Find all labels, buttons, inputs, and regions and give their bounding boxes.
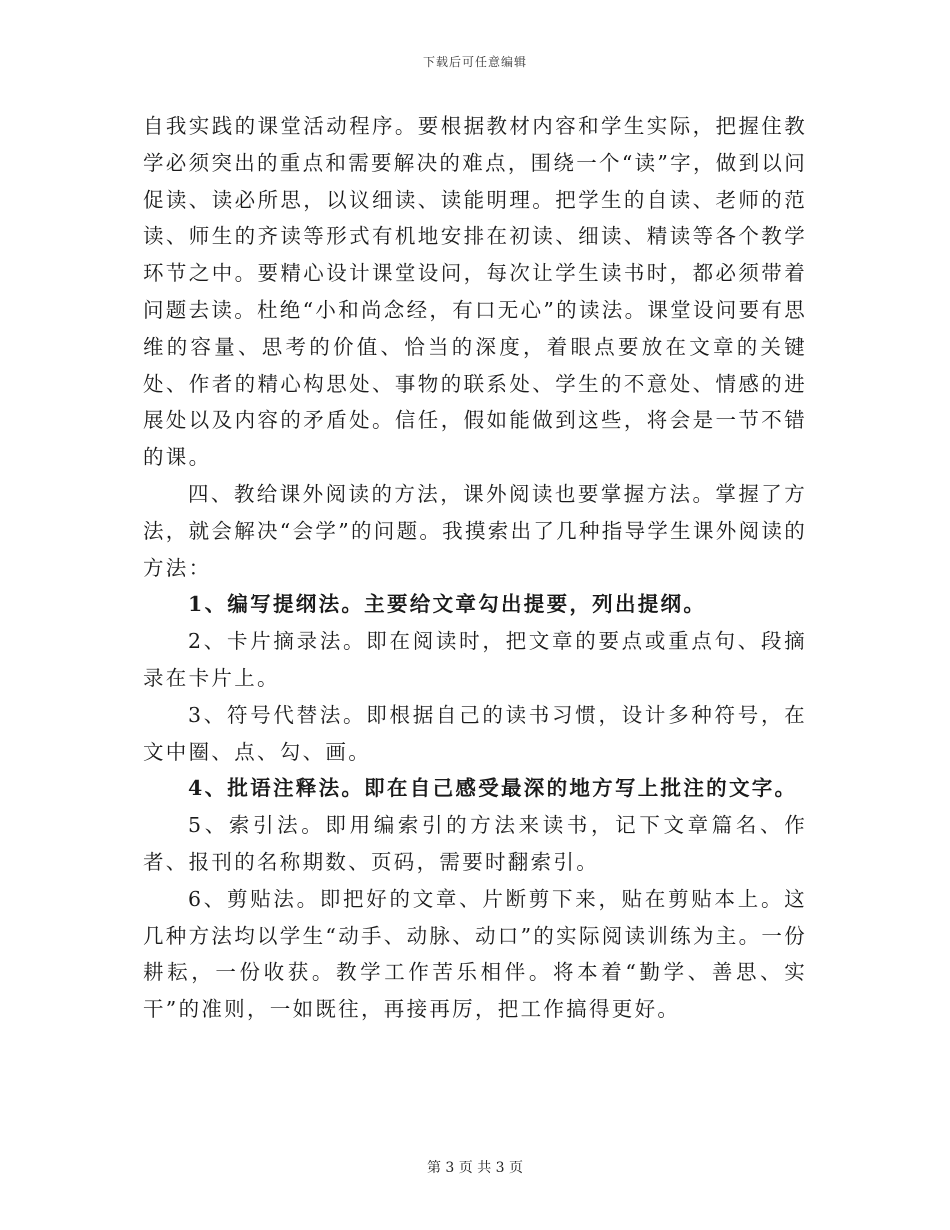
paragraph-2: 四、教给课外阅读的方法，课外阅读也要掌握方法。掌握了方法，就会解决“会学”的问题。我摸索出了几种指导学生课外阅读的方法：: [143, 481, 807, 580]
paragraph-1: 自我实践的课堂活动程序。要根据教材内容和学生实际，把握住教学必须突出的重点和需要解决的难点，围绕一个“读”字，做到以问促读、读必所思，以议细读、读能明理。把学生的自读、老师的范读、师生的齐读等形式有机地安排在初读、细读、精读等各个教学环节之中。要精心设计课堂设问，每次让学生读书时，都必须带着问题去读。杜绝“小和尚念经，有口无心”的读法。课堂设问要有思维的容量、思考的价值、恰当的深度，着眼点要放在文章的关键处、作者的精心构思处、事物的联系处、学生的不意处、情感的进展处以及内容的矛盾处。信任，假如能做到这些，将会是一节不错的课。: [143, 114, 807, 470]
method-2: 2、卡片摘录法。即在阅读时，把文章的要点或重点句、段摘录在卡片上。: [143, 629, 807, 690]
method-6: 6、剪贴法。即把好的文章、片断剪下来，贴在剪贴本上。这几种方法均以学生“动手、动脉、动口”的实际阅读训练为主。一份耕耘，一份收获。教学工作苦乐相伴。将本着“勤学、善思、实干”的准则，一如既往，再接再厉，把工作搞得更好。: [143, 886, 807, 1022]
method-1: 1、编写提纲法。主要给文章勾出提要，列出提纲。: [188, 592, 707, 617]
page-header-note: 下载后可任意编辑: [422, 55, 527, 69]
method-5: 5、索引法。即用编索引的方法来读书，记下文章篇名、作者、报刊的名称期数、页码，需要时翻索引。: [143, 813, 807, 874]
document-body: [143, 108, 807, 1028]
method-4: 4、批语注释法。即在自己感受最深的地方写上批注的文字。: [188, 776, 798, 801]
method-3: 3、符号代替法。即根据自己的读书习惯，设计多种符号，在文中圈、点、勾、画。: [143, 702, 807, 764]
page-number: 第 3 页 共 3 页: [426, 1160, 524, 1176]
